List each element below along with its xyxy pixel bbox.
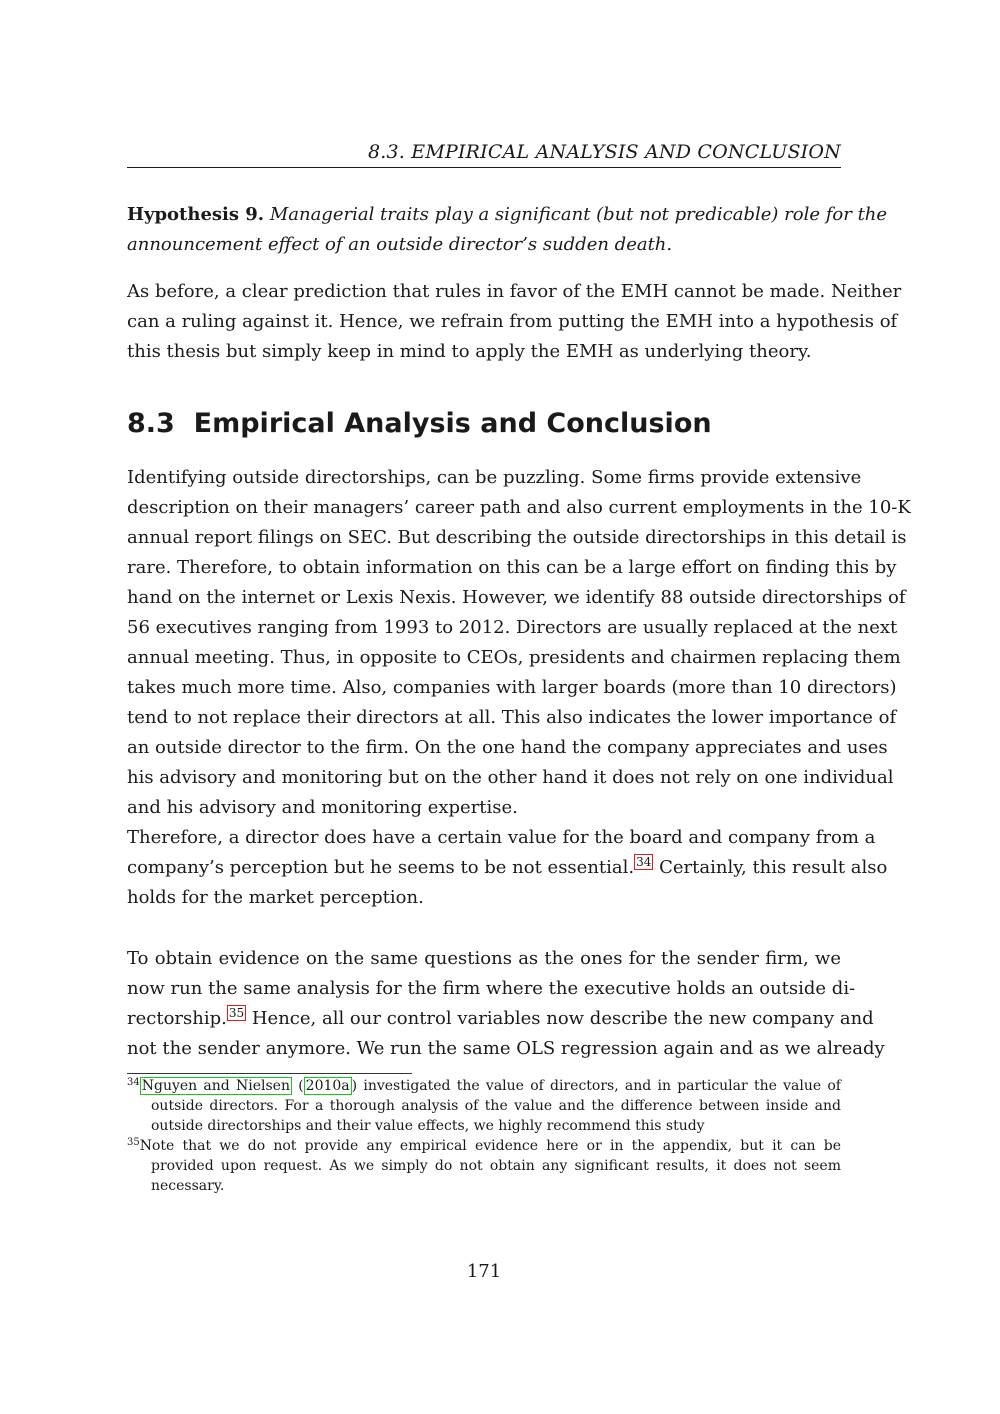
footnote-ref-34[interactable]: 34 [636,855,652,869]
text-line: his advisory and monitoring but on the other hand it does not rely on one individual [127,767,894,788]
text-line: not the sender anymore. We run the same OLS regression again and as we already [127,1038,885,1059]
text-line: annual report filings on SEC. But describing the outside directorships in this detail is [127,527,907,548]
footnote-ref-35[interactable]: 35 [228,1006,245,1020]
citation-link-authors[interactable]: Nguyen and Nielsen [141,1078,290,1094]
hypothesis-text: Managerial traits play a significant (but not predicable) role for the [269,204,888,225]
footnote-line: outside directorships and their value effects, we highly recommend this study [151,1118,705,1134]
header-rule [127,167,841,168]
text-line: an outside director to the firm. On the one hand the company appreciates and uses [127,737,888,758]
text-line: can a ruling against it. Hence, we refrain from putting the EMH into a hypothesis of [127,311,898,332]
footnote-line: outside directors. For a thorough analysis of the value and the difference between inside and [151,1098,841,1114]
hypothesis-line [127,200,888,230]
footnote-text: ) investigated the value of directors, and in particular the value of [351,1078,841,1094]
text-line: annual meeting. Thus, in opposite to CEOs, presidents and chairmen replacing them [127,647,901,668]
paragraph-2 [127,823,888,913]
footnote-line: necessary. [151,1178,225,1194]
footnotes [127,1076,841,1196]
text-line: As before, a clear prediction that rules in favor of the EMH cannot be made. Neither [127,281,902,302]
section-title: Empirical Analysis and Conclusion [193,408,712,439]
section-heading [127,404,841,444]
footnote-text: Note that we do not provide any empirical evidence here or in the appendix, but it can be [139,1138,841,1154]
paragraph-3 [127,944,885,1064]
text-line: this thesis but simply keep in mind to apply the EMH as underlying theory. [127,341,812,362]
text-line: tend to not replace their directors at all. This also indicates the lower importance of [127,707,897,728]
text-line: rare. Therefore, to obtain information on this can be a large effort on finding this by [127,557,897,578]
text-fragment: company’s perception but he seems to be not essential. [127,857,635,878]
text-line: takes much more time. Also, companies with larger boards (more than 10 directors) [127,677,897,698]
hypothesis-label: Hypothesis 9. [127,204,265,225]
text-line: Identifying outside directorships, can be puzzling. Some firms provide extensive [127,467,862,488]
intro-paragraph [127,277,902,367]
citation-link-year[interactable]: 2010a [305,1078,350,1094]
footnote-line: provided upon request. As we simply do not obtain any significant results, it does not seem [151,1158,841,1174]
running-head: 8.3. EMPIRICAL ANALYSIS AND CONCLUSION [367,141,841,163]
text-line: To obtain evidence on the same questions as the ones for the sender firm, we [127,948,841,969]
footnote-mark: 34 [127,1077,140,1088]
hypothesis-line: announcement effect of an outside director’s sudden death. [127,234,673,255]
footnote-mark: 35 [127,1137,140,1148]
text-line: holds for the market perception. [127,887,424,908]
text-line: and his advisory and monitoring expertise. [127,797,518,818]
footnote-35 [127,1136,841,1156]
text-line: 56 executives ranging from 1993 to 2012. Directors are usually replaced at the next [127,617,898,638]
text-line [127,853,888,883]
text-line: Therefore, a director does have a certain value for the board and company from a [127,827,876,848]
text-line: description on their managers’ career path and also current employments in the 10-K [127,497,911,518]
paragraph-1 [127,463,911,823]
page-number: 171 [466,1261,502,1282]
footnote-34: $^{34}$ Nguyen and Nielsen ( 2010a ) investigated the value of directors, and in particular the value of [127,1077,841,1094]
text-line [127,1004,874,1034]
text-fragment: rectorship. [127,1008,227,1029]
text-fragment: Certainly, this result also [653,857,888,878]
section-number: 8.3 [127,408,175,439]
footnote-rule [127,1073,412,1074]
text-fragment: Hence, all our control variables now describe the new company and [246,1008,874,1029]
text-line: now run the same analysis for the firm where the executive holds an outside di- [127,978,856,999]
text-line: hand on the internet or Lexis Nexis. However, we identify 88 outside directorships of [127,587,906,608]
hypothesis-block [127,200,888,260]
